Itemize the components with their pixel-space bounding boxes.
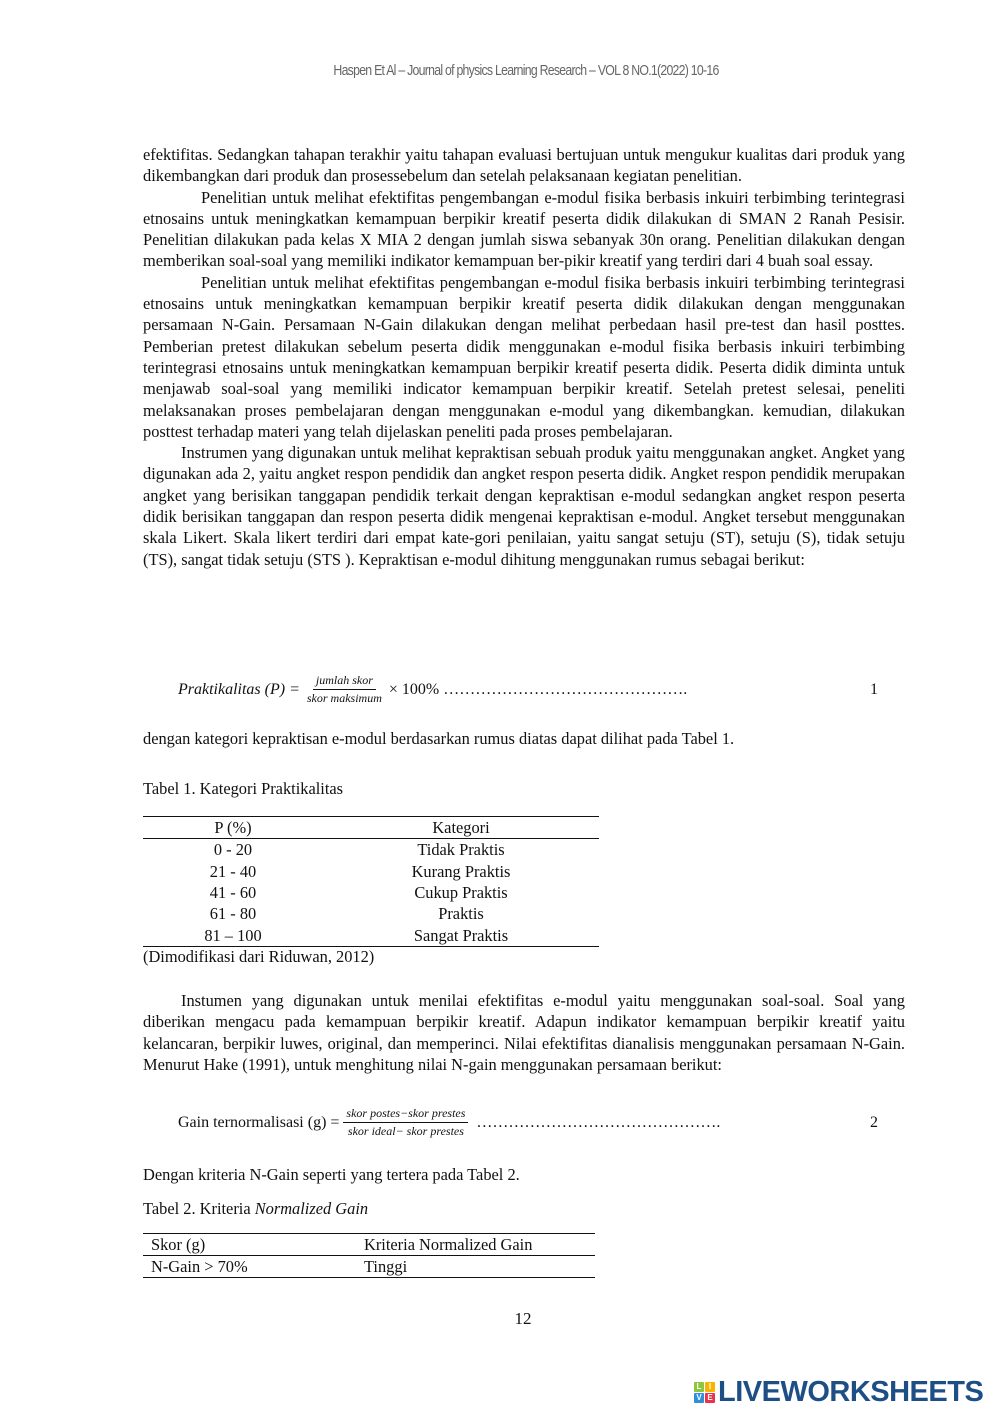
text-line: dengan kategori kepraktisan e-modul berdasarkan rumus diatas dapat dilihat pada Tabel 1.: [143, 729, 735, 748]
caption-text: Tabel 2. Kriteria: [143, 1199, 255, 1218]
table-row: [143, 839, 599, 861]
body-text-top: [143, 144, 905, 570]
cell: Praktis: [438, 904, 484, 924]
dot-leader: ……………………………………….: [476, 1113, 721, 1131]
formula-ngain: [178, 1106, 878, 1139]
table-normalized-gain: [143, 1233, 595, 1278]
paragraph: Instrumen yang digunakan untuk melihat kepraktisan sebuah produk yaitu menggunakan angket. Angket yang digunakan ada 2, yaitu angket respon pendidik dan angket respon peserta didik. Angket respon pendidik merupakan angket yang berisikan tanggapan pendidik terkait dengan kepraktisan e-modul sedangkan angket respon peserta didik berisikan tanggapan dan respon peserta didik mengenai kepraktisan e-modul. Angket tersebut menggunakan skala Likert. Skala likert terdiri dari empat kate-gori penilaian, yaitu sangat setuju (ST), setuju (S), tidak setuju (TS), sangat tidak setuju (STS ). Kepraktisan e-modul dihitung menggunakan rumus sebagai berikut:: [143, 443, 905, 569]
paragraph: efektifitas. Sedangkan tahapan terakhir yaitu tahapan evaluasi bertujuan untuk mengukur kualitas dari produk yang dikembangkan dari produk dan prosessebelum dan setelah pelaksanaan kegiatan penelitian.: [143, 145, 905, 186]
formula-rhs: × 100%: [388, 680, 440, 698]
table-row: [143, 924, 599, 946]
cell: Cukup Praktis: [414, 883, 508, 903]
column-header: Skor (g): [143, 1234, 356, 1256]
column-header: Kriteria Normalized Gain: [356, 1234, 595, 1256]
fraction: [343, 1106, 468, 1139]
cell: Kurang Praktis: [411, 861, 511, 881]
caption-italic: Normalized Gain: [254, 1199, 369, 1218]
denominator: skor maksimum: [306, 691, 382, 705]
column-header: P (%): [143, 817, 323, 839]
table-row: [143, 903, 599, 924]
equation-number: 1: [870, 680, 878, 698]
cell: Tinggi: [356, 1256, 595, 1278]
table1-caption: Tabel 1. Kategori Praktikalitas: [143, 779, 344, 798]
paragraph: Penelitian untuk melihat efektifitas pengembangan e-modul fisika berbasis inkuiri terbimbing terintegrasi etnosains untuk meningkatkan kemampuan berpikir kreatif peserta didik dilakukan dengan menggunakan persamaan N-Gain. Persamaan N-Gain dilakukan dengan melihat perbedaan hasil pre-test dan hasil posttes. Pemberian pretest dilakukan sebelum peserta didik menggunakan e-modul fisika berbasis inkuiri terbimbing terintegrasi etnosains untuk meningkatkan kemampuan berpikir kreatif peserta didik. Peserta didik diminta untuk menjawab soal-soal yang memiliki indicator kemampuan berpikir kreatif. Setelah pretest selesai, peneliti melaksanakan proses pembelajaran dengan menggunakan e-modul yang dikembangkan. kemudian, dilakukan posttest terhadap materi yang telah dijelaskan peneliti pada proses pembelajaran.: [143, 272, 905, 441]
logo-tile: I: [705, 1382, 715, 1392]
cell: Tidak Praktis: [417, 840, 505, 860]
text-line: Dengan kriteria N-Gain seperti yang tertera pada Tabel 2.: [143, 1165, 520, 1184]
logo-tile: V: [694, 1393, 704, 1403]
body-text-bottom: [143, 990, 905, 1075]
table-praktikalitas: [143, 816, 599, 947]
formula-praktikalitas: [178, 673, 878, 706]
cell: 0 - 20: [213, 840, 253, 860]
paragraph: Instumen yang digunakan untuk menilai efektifitas e-modul yaitu menggunakan soal-soal. Soal yang diberikan mengacu pada kemampuan berpikir kreatif. Adapun indikator kemampuan berpikir kreatif yaitu kelancaran, berpikir luwes, original, dan memperinci. Nilai efektifitas dianalisis menggunakan persamaan N-Gain. Menurut Hake (1991), untuk menghitung nilai N-gain menggunakan persamaan berikut:: [143, 991, 905, 1074]
cell: 21 - 40: [209, 861, 257, 881]
equation-number: 2: [870, 1113, 878, 1131]
logo-tile: L: [694, 1382, 704, 1392]
cell: Sangat Praktis: [323, 924, 599, 946]
formula-lhs: Praktikalitas (P) =: [178, 680, 300, 698]
logo-tile: E: [705, 1393, 715, 1403]
table-row: [143, 1256, 595, 1278]
formula-lhs: Gain ternormalisasi (g) =: [178, 1113, 340, 1131]
cell: 81 – 100: [143, 924, 323, 946]
numerator: jumlah skor: [313, 673, 376, 690]
numerator: skor postes−skor prestes: [343, 1106, 468, 1123]
page-number: 12: [514, 1309, 532, 1328]
cell: 61 - 80: [209, 904, 257, 924]
logo-text: LIVEWORKSHEETS: [718, 1376, 984, 1408]
fraction: [304, 673, 385, 706]
column-header: Kategori: [323, 817, 599, 839]
denominator: skor ideal− skor prestes: [347, 1124, 464, 1138]
table1-source: (Dimodifikasi dari Riduwan, 2012): [143, 947, 375, 966]
cell: 41 - 60: [209, 883, 257, 903]
table-row: [143, 861, 599, 882]
cell: N-Gain > 70%: [143, 1256, 356, 1278]
liveworksheets-logo: [694, 1376, 983, 1409]
dot-leader: ……………………………………….: [443, 680, 688, 698]
paragraph: Penelitian untuk melihat efektifitas pengembangan e-modul fisika berbasis inkuiri terbimbing terintegrasi etnosains untuk meningkatkan kemampuan berpikir kreatif peserta didik dilakukan di SMAN 2 Ranah Pesisir. Penelitian dilakukan pada kelas X MIA 2 dengan jumlah siswa sebanyak 30n orang. Penelitian dilakukan dengan memberikan soal-soal yang memiliki indikator kemampuan ber-pikir kreatif yang terdiri dari 4 buah soal essay.: [143, 187, 905, 271]
table-row: [143, 882, 599, 903]
logo-tiles-icon: [694, 1382, 715, 1403]
table2-caption: [143, 1199, 368, 1219]
running-header: Haspen Et Al – Journal of physics Learning Research – VOL 8 NO.1(2022) 10-16: [333, 62, 719, 79]
